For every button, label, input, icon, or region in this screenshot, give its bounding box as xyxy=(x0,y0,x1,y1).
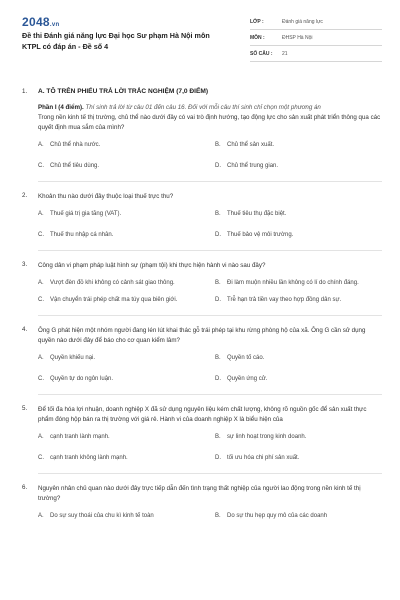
option-letter: B. xyxy=(215,211,221,217)
option-letter: C. xyxy=(38,376,44,382)
question-number: 2. xyxy=(22,192,28,199)
option-text: Vượt đèn đỏ khi không có cảnh sát giao thông. xyxy=(50,280,175,286)
option-b[interactable] xyxy=(215,354,382,363)
logo-text: 2048 xyxy=(22,15,50,29)
document-title: Đề thi Đánh giá năng lực Đại học Sư phạm Hà Nội môn KTPL có đáp án - Đề số 4 xyxy=(22,31,210,51)
option-d[interactable] xyxy=(215,454,382,463)
option-text: Chủ thể trung gian. xyxy=(227,163,279,169)
question-6 xyxy=(22,484,382,521)
site-logo[interactable] xyxy=(22,15,59,29)
part-instruction xyxy=(38,103,382,113)
option-c[interactable] xyxy=(38,454,205,463)
option-b[interactable] xyxy=(215,210,382,219)
question-body xyxy=(38,192,382,240)
question-3 xyxy=(22,261,382,305)
option-b[interactable] xyxy=(215,433,382,442)
meta-label: SỐ CÂU : xyxy=(250,50,273,57)
document-meta xyxy=(250,14,382,62)
option-letter: D. xyxy=(215,455,221,461)
answer-options xyxy=(38,141,382,171)
option-text: Đi làm muộn nhiều lần không có lí do chính đáng. xyxy=(227,280,359,286)
option-text: Thuế tiêu thụ đặc biệt. xyxy=(227,211,287,217)
option-letter: B. xyxy=(215,434,221,440)
section-title: A. TÔ TRÊN PHIẾU TRẢ LỜI TRẮC NGHIỆM (7,0 ĐIỂM) xyxy=(38,88,209,95)
option-text: Thuế thu nhập cá nhân. xyxy=(50,232,114,238)
option-letter: C. xyxy=(38,455,44,461)
option-c[interactable] xyxy=(38,231,205,240)
option-text: tối ưu hóa chi phí sản xuất. xyxy=(227,455,300,461)
option-text: cạnh tranh không lành mạnh. xyxy=(50,455,128,461)
question-body xyxy=(38,326,382,384)
option-a[interactable] xyxy=(38,279,205,288)
divider xyxy=(38,394,382,395)
meta-row-subject xyxy=(250,30,382,46)
option-text: Do sự suy thoái của chu kì kinh tế toàn xyxy=(50,513,154,519)
option-text: Chủ thể tiêu dùng. xyxy=(50,163,100,169)
option-d[interactable] xyxy=(215,375,382,384)
meta-value: ĐHSP Hà Nội xyxy=(282,34,313,41)
option-text: Quyền khiếu nại. xyxy=(50,355,96,361)
exam-content xyxy=(22,88,382,521)
document-header xyxy=(0,0,400,70)
option-a[interactable] xyxy=(38,141,205,150)
option-letter: A. xyxy=(38,434,44,440)
option-a[interactable] xyxy=(38,512,205,521)
option-letter: B. xyxy=(215,355,221,361)
meta-label: LỚP : xyxy=(250,18,264,25)
option-a[interactable] xyxy=(38,354,205,363)
option-letter: B. xyxy=(215,280,221,286)
question-4 xyxy=(22,326,382,384)
question-text: Để tối đa hóa lợi nhuận, doanh nghiệp X đã sử dụng nguyên liệu kém chất lượng, không rõ nguồn gốc để sản xuất thực phẩm đóng hộp bán ra thị trường với giá rẻ. Hành vi của doanh nghiệp X là biểu hiện của xyxy=(38,406,367,423)
question-text: Nguyên nhân chủ quan nào dưới đây trực tiếp dẫn đến tình trạng thất nghiệp của người lao động trong nền kinh tế thị trường? xyxy=(38,485,361,502)
option-a[interactable] xyxy=(38,210,205,219)
answer-options xyxy=(38,279,382,305)
question-text: Trong nền kinh tế thị trường, chủ thể nào dưới đây có vai trò định hướng, tạo động lực cho sản xuất phát triển thông qua các quyết định mua sắm của mình? xyxy=(38,114,381,131)
option-d[interactable] xyxy=(215,231,382,240)
question-number: 3. xyxy=(22,261,28,268)
option-a[interactable] xyxy=(38,433,205,442)
option-b[interactable] xyxy=(215,279,382,288)
option-letter: D. xyxy=(215,297,221,303)
question-1 xyxy=(22,103,382,171)
question-number: 4. xyxy=(22,326,28,333)
divider xyxy=(38,473,382,474)
option-letter: A. xyxy=(38,280,44,286)
option-letter: B. xyxy=(215,142,221,148)
option-c[interactable] xyxy=(38,162,205,171)
option-c[interactable] xyxy=(38,296,205,305)
option-c[interactable] xyxy=(38,375,205,384)
option-b[interactable] xyxy=(215,512,382,521)
option-letter: A. xyxy=(38,211,44,217)
meta-row-count xyxy=(250,46,382,62)
option-text: Trễ hạn trả tiền vay theo hợp đồng dân sự. xyxy=(227,297,342,303)
option-text: Chủ thể sản xuất. xyxy=(227,142,275,148)
option-text: Do sự thu hẹp quy mô của các doanh xyxy=(227,513,328,519)
option-letter: A. xyxy=(38,355,44,361)
option-text: Quyền tố cáo. xyxy=(227,355,265,361)
option-d[interactable] xyxy=(215,296,382,305)
meta-value: 21 xyxy=(282,50,288,57)
option-text: Vận chuyển trái phép chất ma túy qua biên giới. xyxy=(50,297,178,303)
answer-options xyxy=(38,354,382,384)
option-letter: C. xyxy=(38,297,44,303)
question-body xyxy=(38,405,382,463)
option-letter: D. xyxy=(215,376,221,382)
section-number: 1. xyxy=(22,88,28,95)
option-letter: A. xyxy=(38,142,44,148)
divider xyxy=(38,250,382,251)
question-number: 5. xyxy=(22,405,28,412)
section-heading xyxy=(22,88,382,95)
question-body xyxy=(38,261,382,305)
divider xyxy=(38,181,382,182)
answer-options xyxy=(38,433,382,463)
question-5 xyxy=(22,405,382,463)
question-text: Ông G phát hiện một nhóm người đang lén lút khai thác gỗ trái phép tại khu rừng phòng hộ của xã. Ông G cần sử dụng quyền nào dưới đây để báo cho cơ quan kiểm lâm? xyxy=(38,327,366,344)
question-number: 6. xyxy=(22,484,28,491)
option-text: Thuế bảo vệ môi trường. xyxy=(227,232,294,238)
option-letter: B. xyxy=(215,513,221,519)
option-letter: C. xyxy=(38,232,44,238)
question-2 xyxy=(22,192,382,240)
option-letter: A. xyxy=(38,513,44,519)
option-text: Thuế giá trị gia tăng (VAT). xyxy=(50,211,122,217)
option-text: cạnh tranh lành mạnh. xyxy=(50,434,110,440)
option-letter: D. xyxy=(215,232,221,238)
option-letter: D. xyxy=(215,163,221,169)
question-text: Công dân vi phạm pháp luật hình sự (phạm tội) khi thực hiện hành vi nào sau đây? xyxy=(38,262,266,269)
question-text: Khoản thu nào dưới đây thuộc loại thuế trực thu? xyxy=(38,193,174,200)
option-letter: C. xyxy=(38,163,44,169)
part-label: Phần I (4 điểm). xyxy=(38,104,84,111)
logo-suffix: .vn xyxy=(49,22,60,28)
answer-options xyxy=(38,512,382,521)
option-text: Chủ thể nhà nước. xyxy=(50,142,101,148)
option-text: sự linh hoạt trong kinh doanh. xyxy=(227,434,307,440)
question-body xyxy=(38,103,382,171)
option-b[interactable] xyxy=(215,141,382,150)
option-text: Quyền tự do ngôn luận. xyxy=(50,376,114,382)
part-instruction-text: Thí sinh trả lời từ câu 01 đến câu 16. Đối với mỗi câu thí sinh chỉ chọn một phương án xyxy=(85,104,321,111)
option-d[interactable] xyxy=(215,162,382,171)
question-body xyxy=(38,484,382,521)
meta-row-class xyxy=(250,14,382,30)
meta-value: Đánh giá năng lực xyxy=(282,18,323,25)
meta-label: MÔN : xyxy=(250,34,265,41)
divider xyxy=(38,315,382,316)
answer-options xyxy=(38,210,382,240)
option-text: Quyền ứng cử. xyxy=(227,376,268,382)
